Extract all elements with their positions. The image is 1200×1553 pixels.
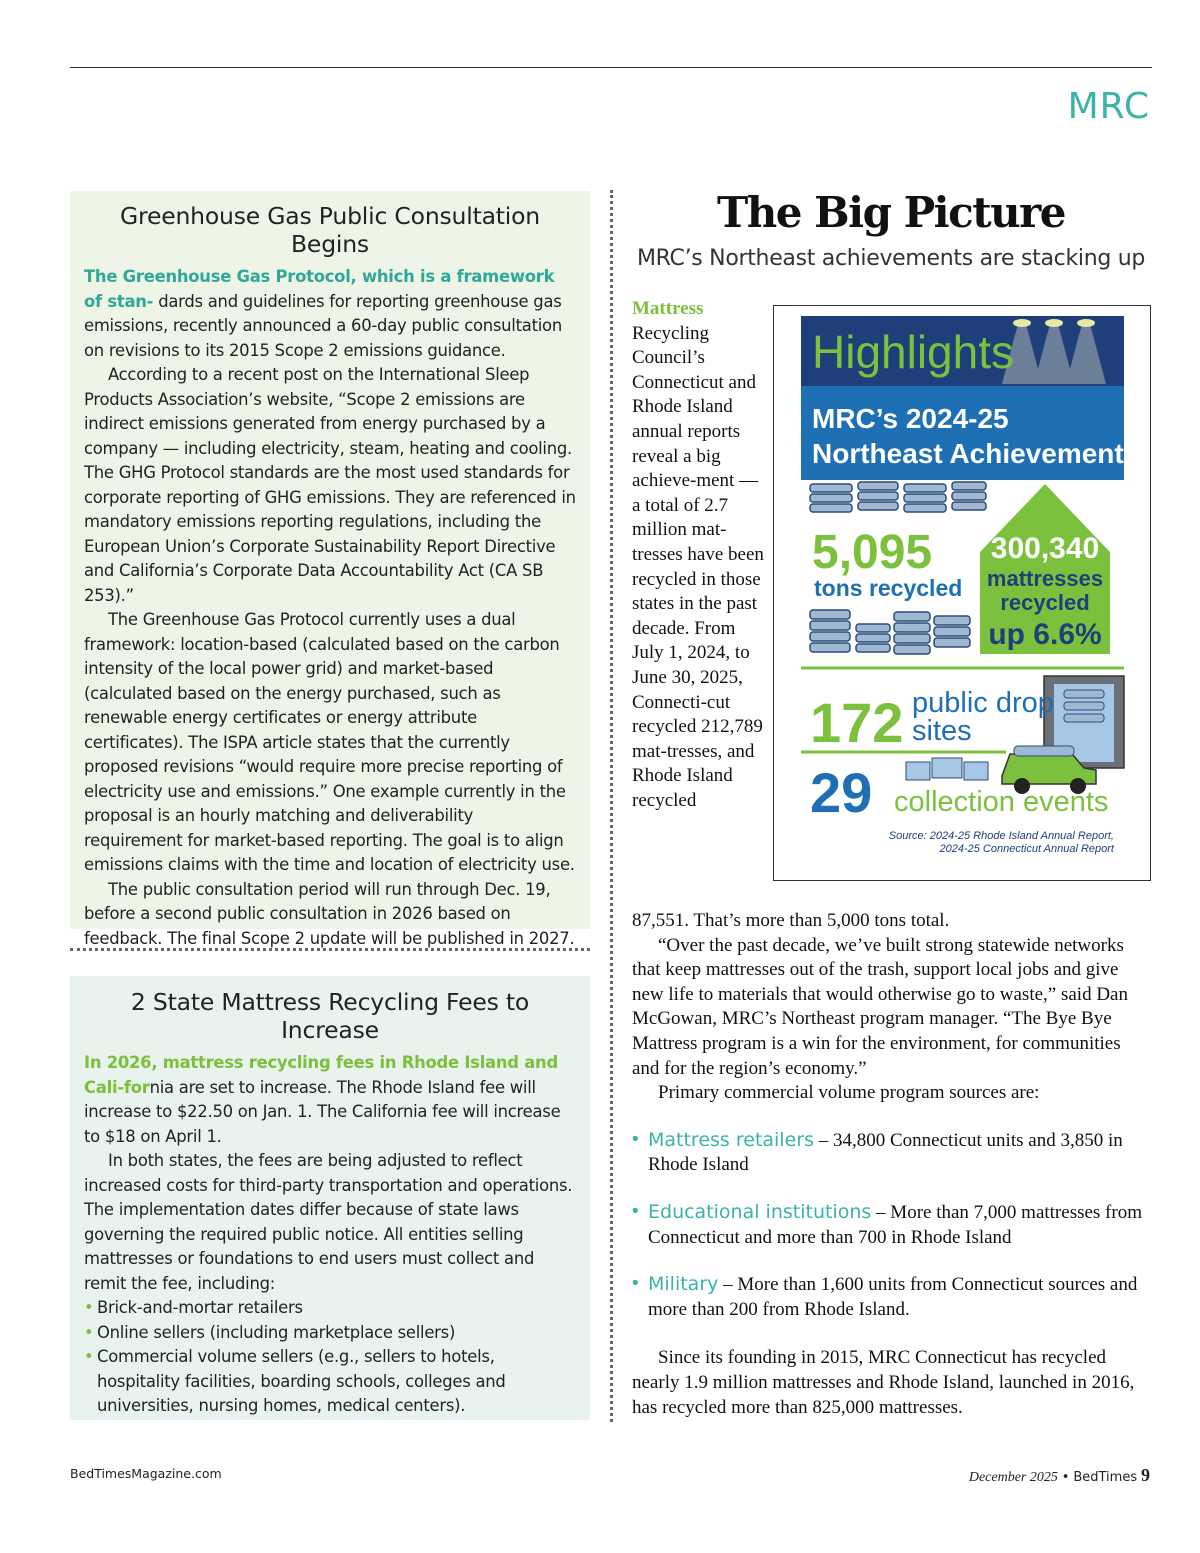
source-item: [632, 1128, 1152, 1178]
drop-sites-value: 172: [810, 691, 904, 754]
highlights-infographic: [773, 305, 1151, 881]
mattress-pile-icon: [810, 610, 970, 654]
page-number: 9: [1141, 1465, 1150, 1485]
source-text: – 34,800 Connecticut units and 3,850 in Rhode Island: [648, 1129, 1123, 1176]
ghg-paragraph-3: The Greenhouse Gas Protocol currently uses a dual framework: location-based (calculated based on the carbon intensity of the local power grid) and market-based (calculated based on the energy purchased, such as renewable energy certificates or energy attribute certificates). The ISPA article states that the currently proposed revisions “would require more precise reporting of electricity use and emissions.” One example currently in the proposal is an hourly matching and deliverability requirement for market-based reporting. The goal is to align emissions claims with the time and location of electricity use.: [84, 610, 575, 874]
drop-sites-label-2: sites: [912, 715, 972, 747]
source-line-2: 2024-25 Connecticut Annual Report: [939, 843, 1114, 855]
ghg-paragraph-4: The public consultation period will run through Dec. 19, before a second public consultation in 2026 based on feedback. The final Scope 2 update will be published in 2027.: [84, 879, 575, 948]
article-narrow-text: Recycling Council’s Connecticut and Rhode Island annual reports reveal a big achieve-ment — a total of 2.7 million mat-tresses have been recycled in those states in the past decade. From July 1, 2024, to June 30, 2025, Connecti-cut recycled 212,789 mat-tresses, and Rhode Island recycled: [632, 322, 764, 811]
footer-date: December 2025: [968, 1470, 1058, 1485]
list-item: • Online sellers (including marketplace sellers): [84, 1321, 576, 1346]
mattress-stack-icon: [810, 482, 986, 512]
infographic-subtitle-2: Northeast Achievements: [812, 438, 1140, 469]
fees-paragraph-2: In both states, the fees are being adjusted to reflect increased costs for third-party transportation and operations. The implementation dates differ because of state laws governing the required public notice. All entities selling mattresses or foundations to end users must collect and remit the fee, including:: [84, 1151, 573, 1293]
article-continue: 87,551. That’s more than 5,000 tons total.: [632, 910, 950, 931]
fees-lead: In 2026, mattress recycling fees in Rhode Island and Cali-for: [84, 1053, 558, 1097]
mattress-tiles-icon: [906, 758, 988, 780]
article-quote-paragraph: “Over the past decade, we’ve built strong statewide networks that keep mattresses out of the trash, support local jobs and give new life to materials that would otherwise go to waste,” said Dan McGowan, MRC’s Northeast program manager. “The Bye Bye Mattress program is a win for the environment, for communities and for the region’s economy.”: [632, 934, 1128, 1079]
mattress-label-1: mattresses: [986, 566, 1104, 591]
article-lead-word: Mattress: [632, 298, 704, 319]
fees-list: [84, 1296, 576, 1419]
events-label: collection events: [894, 786, 1109, 818]
fees-sidebar: [70, 976, 590, 1420]
tons-label: tons recycled: [814, 575, 963, 601]
infographic-title: Highlights: [812, 326, 1014, 378]
footer-folio: [969, 1465, 1150, 1486]
source-label: Educational institutions: [648, 1200, 872, 1223]
article-title: The Big Picture: [717, 188, 1065, 237]
footer-magazine: BedTimes: [1073, 1470, 1138, 1485]
article-narrow-column: [632, 297, 766, 813]
fees-p1-rest: nia are set to increase. The Rhode Island fee will increase to $22.50 on Jan. 1. The California fee will increase to $18 on April 1.: [84, 1077, 561, 1146]
fees-title: 2 State Mattress Recycling Fees to Increase: [130, 988, 530, 1044]
ghg-p1-rest: dards and guidelines for reporting greenhouse gas emissions, recently announced a 60-day public consultation on revisions to its 2015 Scope 2 emissions guidance.: [84, 291, 562, 360]
events-value: 29: [810, 761, 873, 824]
section-tag: MRC: [1067, 86, 1150, 127]
source-label: Mattress retailers: [648, 1128, 814, 1151]
article-sources-intro: Primary commercial volume program sources are:: [658, 1082, 1040, 1104]
ghg-lead: The Greenhouse Gas Protocol, which is a framework of stan-: [84, 267, 555, 311]
tons-value: 5,095: [812, 526, 933, 579]
article-subtitle: MRC’s Northeast achievements are stacking up: [636, 246, 1146, 271]
footer-website: BedTimesMagazine.com: [70, 1466, 222, 1481]
source-item: [632, 1272, 1152, 1322]
list-item: • Brick-and-mortar retailers: [84, 1296, 576, 1321]
ghg-paragraph-1: [84, 265, 576, 363]
mattress-label-2: recycled: [1000, 590, 1090, 615]
source-text: – More than 7,000 mattresses from Connecticut and more than 700 in Rhode Island: [648, 1201, 1142, 1248]
mattress-label-3: up 6.6%: [988, 618, 1102, 651]
source-item: [632, 1200, 1152, 1250]
list-item: • Commercial volume sellers (e.g., sellers to hotels, hospitality facilities, boarding schools, colleges and universities, nursing homes, medical centers).: [84, 1345, 576, 1419]
source-label: Military: [648, 1273, 719, 1296]
drop-sites-label-1: public drop: [912, 687, 1054, 719]
column-divider: [610, 190, 613, 1422]
article-final-paragraph: Since its founding in 2015, MRC Connecticut has recycled nearly 1.9 million mattresses and Rhode Island, launched in 2016, has recycled more than 825,000 mattresses.: [632, 1347, 1135, 1418]
top-rule: [70, 67, 1152, 68]
source-text: – More than 1,600 units from Connecticut sources and more than 200 from Rhode Island.: [648, 1274, 1138, 1320]
ghg-title: Greenhouse Gas Public Consultation Begins: [119, 202, 541, 258]
ghg-sidebar: [70, 191, 590, 948]
fees-paragraph-1: [84, 1051, 576, 1149]
article-wide-column: [632, 909, 1152, 1420]
ghg-paragraph-2: According to a recent post on the International Sleep Products Association’s website, “Scope 2 emissions are indirect emissions generated from energy purchased by a company — including electricity, steam, heating and cooling. The GHG Protocol standards are the most used standards for corporate reporting of GHG emissions. They are referenced in mandatory emissions reporting regulations, including the European Union’s Corporate Sustainability Report Directive and California’s Corporate Data Accountability Act (CA SB 253).”: [84, 365, 576, 605]
infographic-graphic: [774, 306, 1149, 879]
mattress-count: 300,340: [990, 532, 1100, 565]
footer-separator: •: [1061, 1470, 1070, 1485]
source-line-1: Source: 2024-25 Rhode Island Annual Report,: [888, 830, 1114, 842]
infographic-subtitle-1: MRC’s 2024-25: [812, 403, 1009, 434]
